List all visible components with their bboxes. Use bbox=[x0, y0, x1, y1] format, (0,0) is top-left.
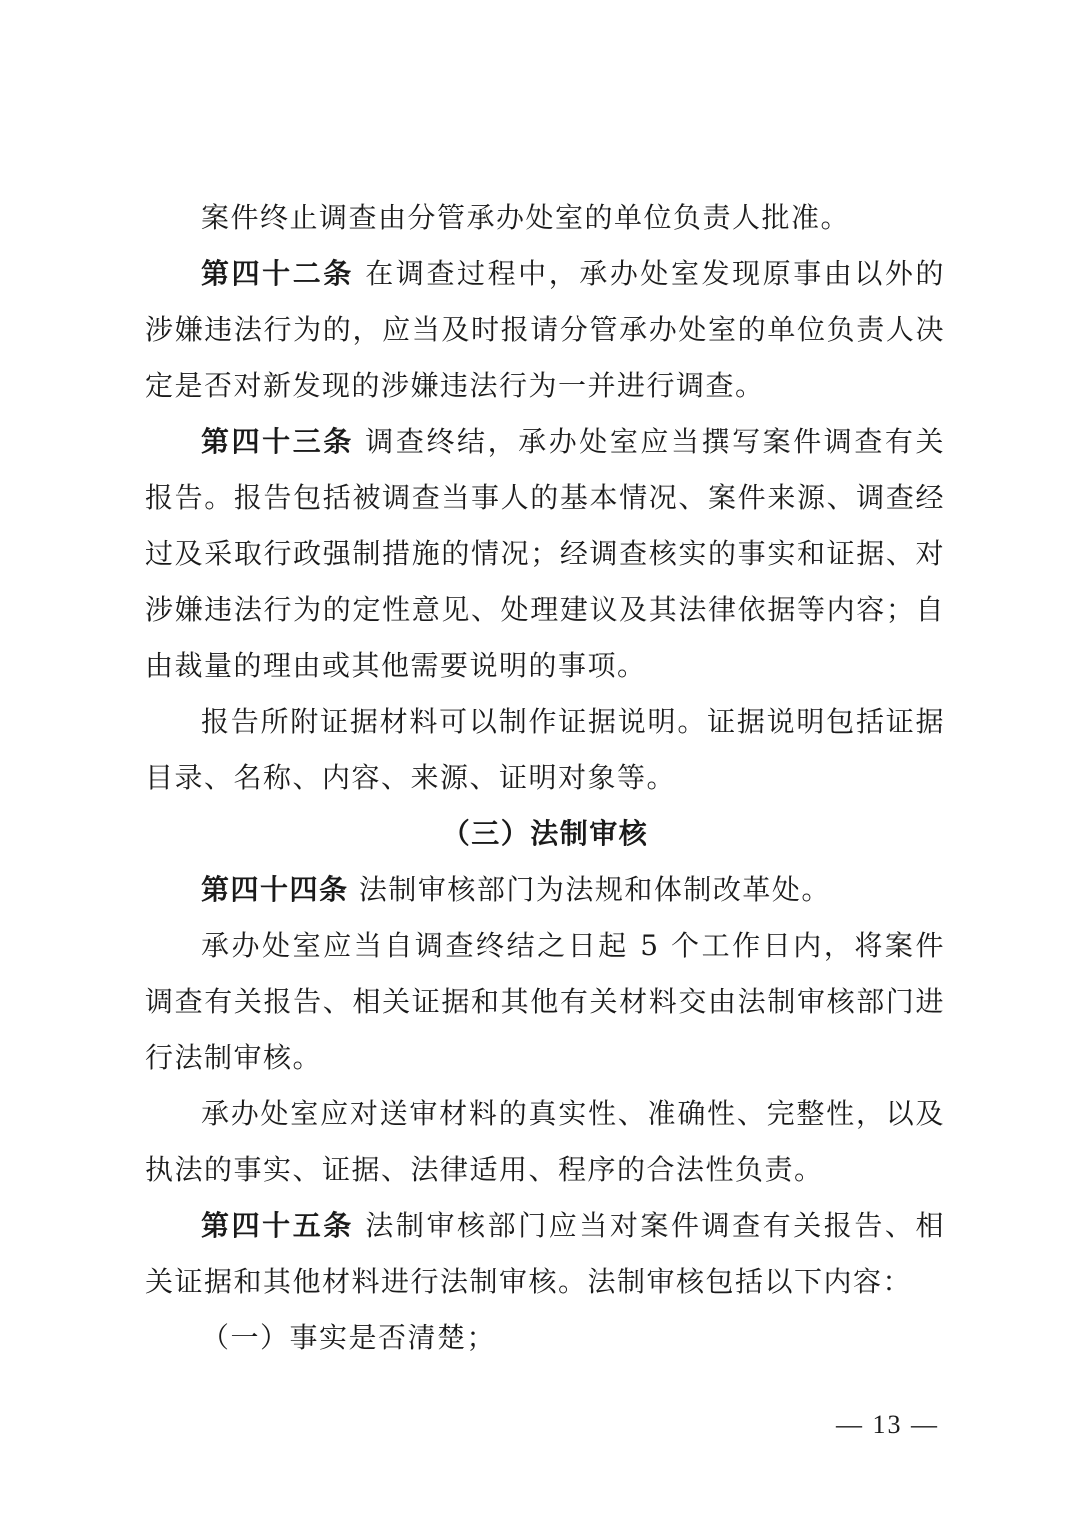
article-42: 第四十二条 在调查过程中，承办处室发现原事由以外的涉嫌违法行为的，应当及时报请分管承办处室的单位负责人决定是否对新发现的涉嫌违法行为一并进行调查。 bbox=[145, 257, 945, 402]
article-45: 第四十五条 法制审核部门应当对案件调查有关报告、相关证据和其他材料进行法制审核。法制审核包括以下内容： bbox=[145, 1209, 945, 1298]
paragraph: 承办处室应对送审材料的真实性、准确性、完整性，以及执法的事实、证据、法律适用、程序的合法性负责。 bbox=[145, 1097, 945, 1186]
article-number: 第四十五条 bbox=[201, 1209, 354, 1242]
document-body bbox=[145, 190, 945, 1366]
article-number: 第四十四条 bbox=[201, 873, 349, 906]
section-heading: （三）法制审核 bbox=[441, 817, 649, 850]
list-item: （一）事实是否清楚； bbox=[201, 1321, 497, 1354]
article-43: 第四十三条 调查终结，承办处室应当撰写案件调查有关报告。报告包括被调查当事人的基本情况、案件来源、调查经过及采取行政强制措施的情况；经调查核实的事实和证据、对涉嫌违法行为的定性意见、处理建议及其法律依据等内容；自由裁量的理由或其他需要说明的事项。 bbox=[145, 425, 945, 682]
article-number: 第四十二条 bbox=[201, 257, 354, 290]
paragraph: 报告所附证据材料可以制作证据说明。证据说明包括证据目录、名称、内容、来源、证明对象等。 bbox=[145, 705, 945, 794]
article-44: 第四十四条 法制审核部门为法规和体制改革处。 bbox=[201, 873, 831, 906]
paragraph: 案件终止调查由分管承办处室的单位负责人批准。 bbox=[201, 201, 851, 234]
page-number: — 13 — bbox=[836, 1410, 939, 1439]
paragraph: 承办处室应当自调查终结之日起 5 个工作日内，将案件调查有关报告、相关证据和其他有关材料交由法制审核部门进行法制审核。 bbox=[145, 929, 945, 1074]
article-number: 第四十三条 bbox=[201, 425, 354, 458]
